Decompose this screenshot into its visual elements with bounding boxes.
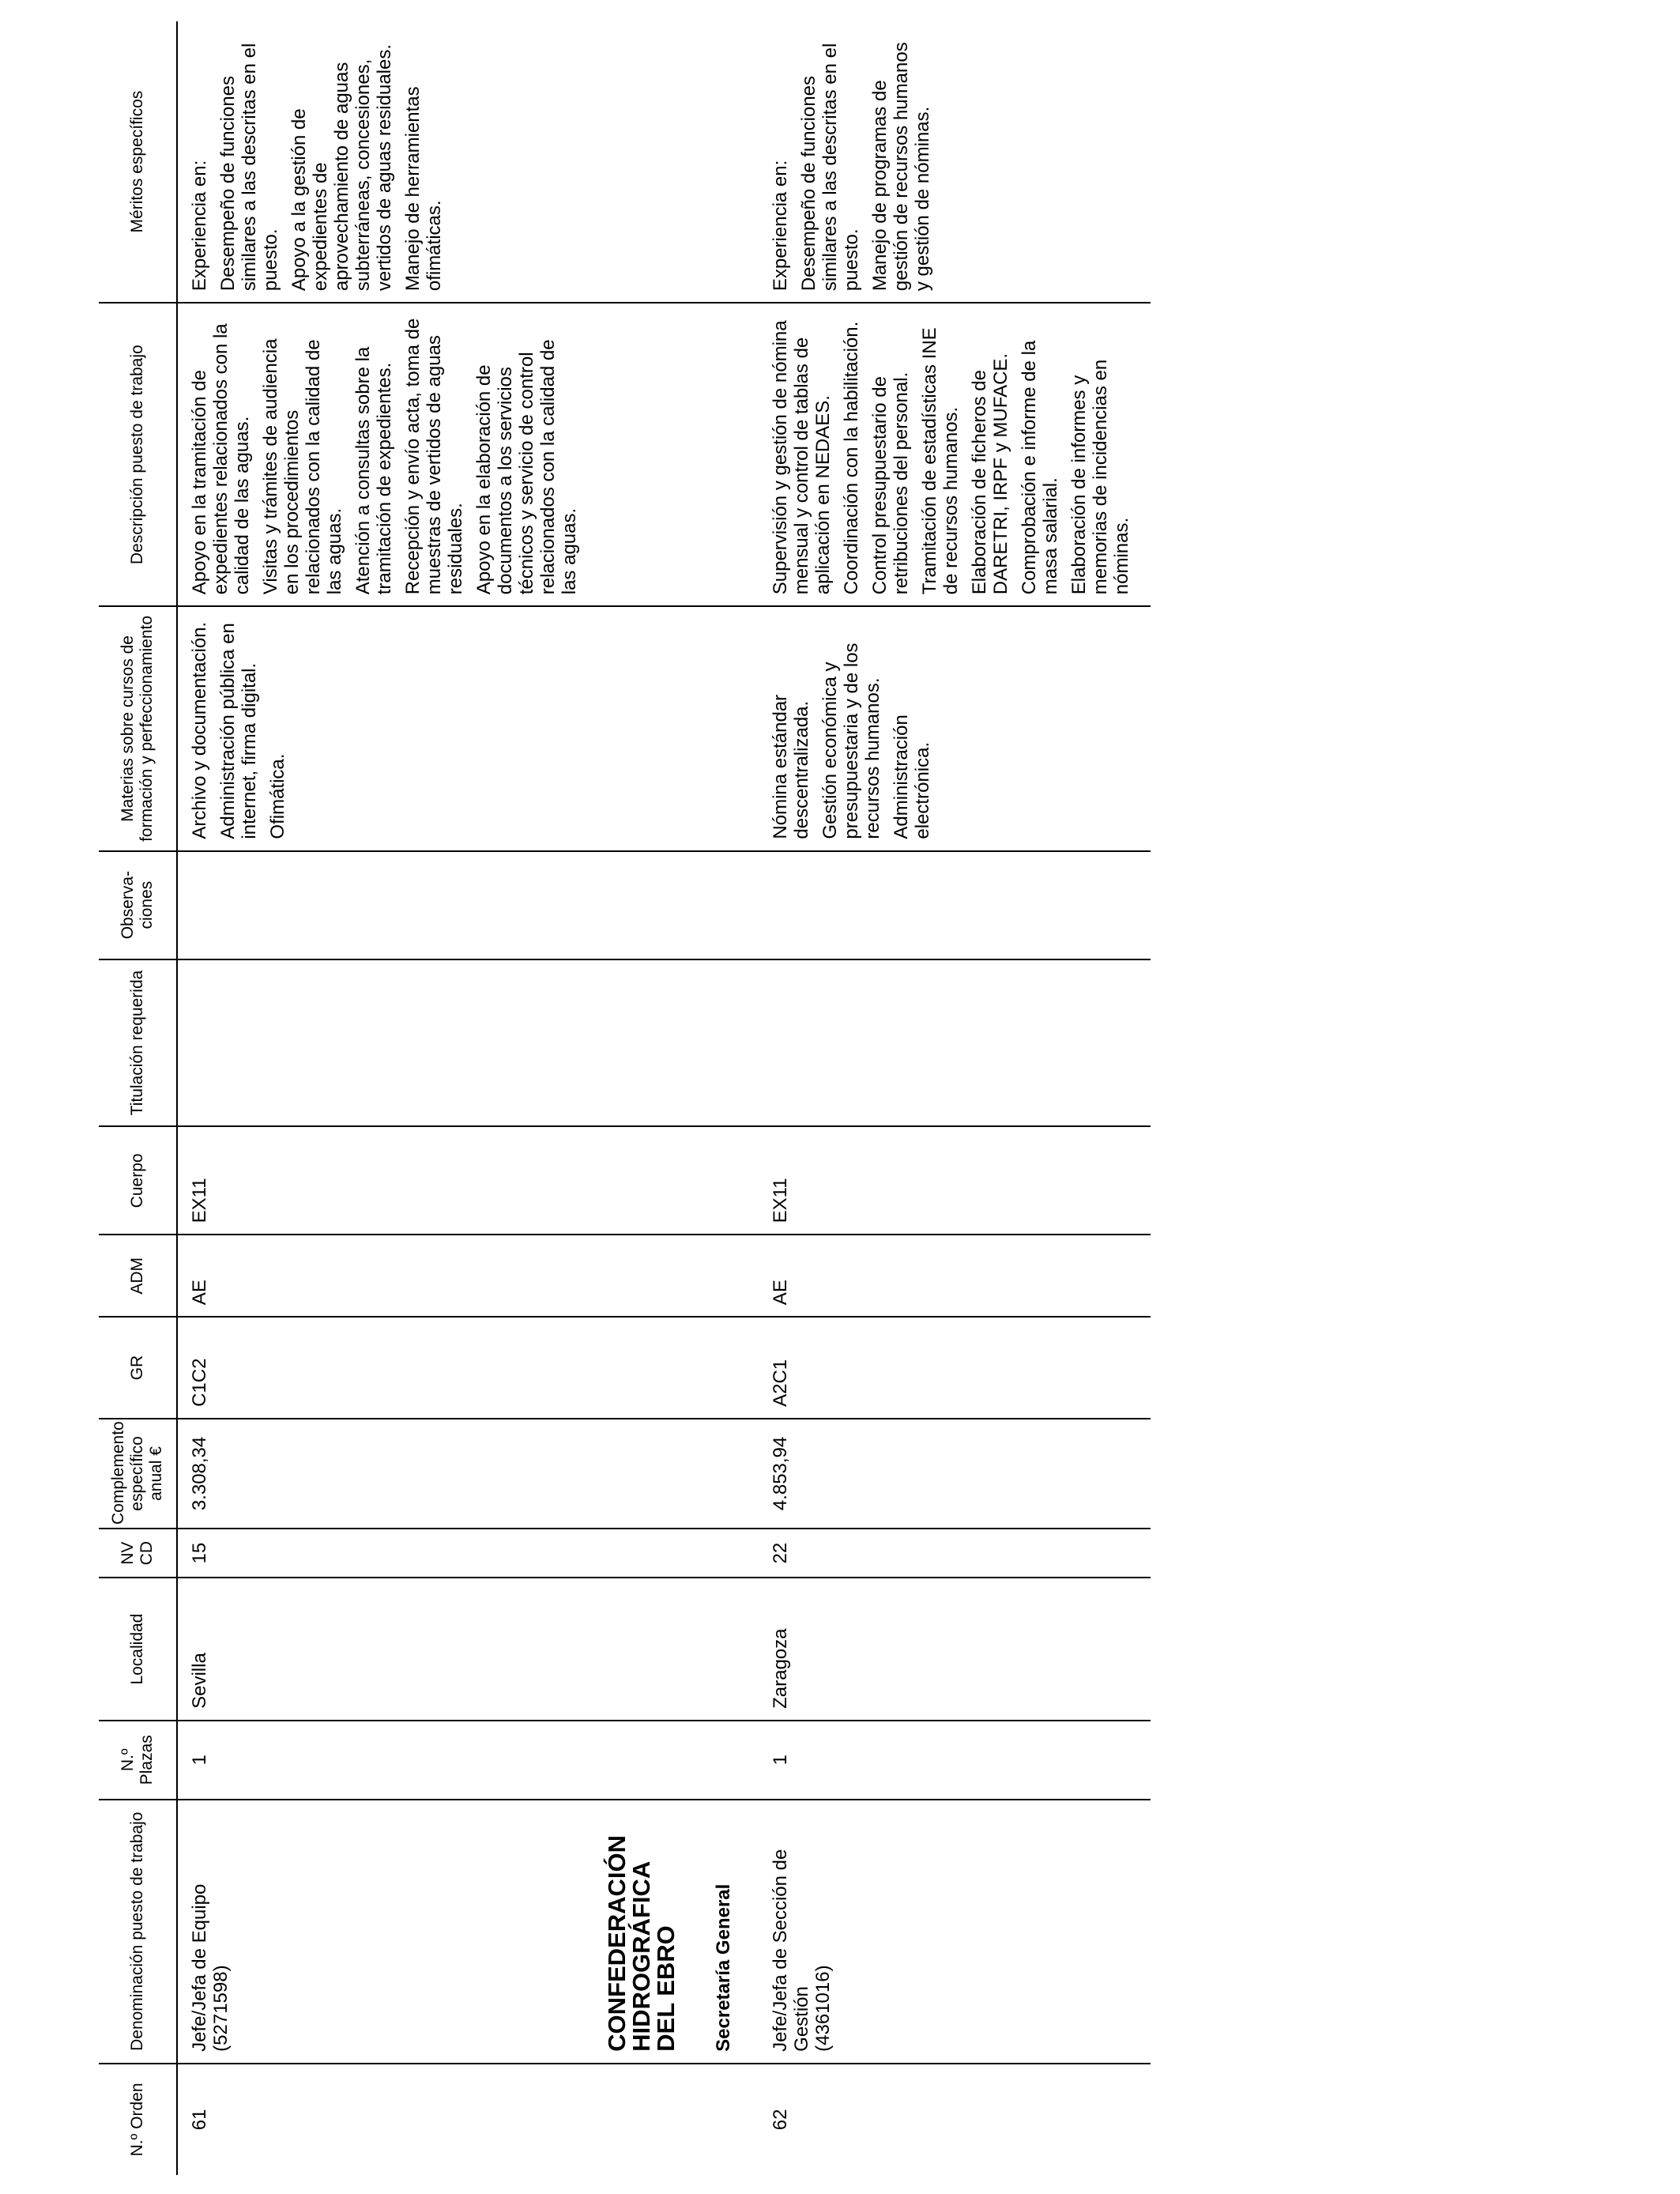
merito-item: Manejo de herramientas ofimáticas. [402, 86, 445, 292]
header-gr: GR [99, 1317, 177, 1419]
cell-titulacion [759, 959, 1146, 1127]
cell-materias [759, 606, 1146, 850]
cell-observaciones [759, 851, 1146, 959]
descripcion-item: Apoyo en la elaboración de documentos a los servicios técnicos y servicio de control relacionados con la calidad de las aguas. [473, 339, 580, 595]
materia-item: Administración pública en internet, firma digital. [217, 623, 260, 839]
header-meritos: Méritos específicos [99, 21, 177, 303]
descripcion-item: Apoyo en la tramitación de expedientes relacionados con la calidad de las aguas. [189, 323, 253, 595]
descripcion-item: Comprobación e informe de la masa salarial. [1019, 340, 1061, 595]
cell-plazas: 1 [759, 1721, 1146, 1800]
descripcion-item: Tramitación de estadísticas INE de recursos humanos. [919, 327, 962, 595]
section-organismo: CONFEDERACIÓN HIDROGRÁFICA DEL EBRO [603, 1834, 680, 2052]
materia-item: Gestión económica y presupuestaria y de los recursos humanos. [819, 643, 883, 839]
descripcion-item: Elaboración de ficheros de DARETRI, IRPF y MUFACE. [969, 352, 1011, 595]
cell-denominacion [759, 1800, 1146, 2064]
cell-materias [177, 606, 593, 850]
descripcion-item: Control presupuestario de retribuciones del personal. [869, 371, 912, 595]
cell-denominacion [177, 1800, 593, 2064]
header-observaciones: Observa- ciones [99, 851, 177, 959]
denominacion-code: (4361016) [812, 1965, 834, 2052]
header-cuerpo: Cuerpo [99, 1126, 177, 1235]
descripcion-item: Coordinación con la habilitación. [841, 321, 862, 595]
merito-item: Experiencia en: [189, 160, 210, 292]
cell-descripcion [177, 303, 593, 606]
header-denominacion: Denominación puesto de trabajo [99, 1800, 177, 2064]
cell-adm: AE [759, 1235, 1146, 1317]
merito-item: Experiencia en: [770, 160, 791, 292]
header-plazas: N.º Plazas [99, 1721, 177, 1800]
merito-item: Desempeño de funciones similares a las descritas en el puesto. [217, 43, 281, 292]
descripcion-item: Recepción y envío acta, toma de muestras de vertidos de aguas residuales. [402, 318, 466, 595]
denominacion-code: (5271598) [210, 1965, 232, 2052]
cell-meritos [759, 21, 1146, 303]
header-titulacion: Titulación requerida [99, 959, 177, 1127]
cell-complemento: 4.853,94 [759, 1419, 1146, 1529]
job-positions-table [99, 21, 1151, 2175]
header-adm: ADM [99, 1235, 177, 1317]
cell-localidad: Sevilla [177, 1578, 593, 1721]
cell-cuerpo: EX11 [177, 1126, 593, 1235]
header-materias: Materias sobre cursos de formación y perfeccionamiento [99, 606, 177, 850]
header-localidad: Localidad [99, 1578, 177, 1721]
merito-item: Desempeño de funciones similares a las descritas en el puesto. [798, 43, 862, 292]
materia-item: Archivo y documentación. [189, 621, 210, 839]
section-cell [593, 1800, 759, 2064]
cell-orden: 62 [770, 2109, 791, 2131]
cell-adm: AE [177, 1235, 593, 1317]
table-bottom-spacer [1146, 21, 1151, 2175]
denominacion-line: Jefe/Jefa de Sección de Gestión [770, 1849, 812, 2052]
denominacion-line: Jefe/Jefa de Equipo [189, 1883, 210, 2052]
header-nv-cd: NV CD [99, 1529, 177, 1578]
merito-item: Manejo de programas de gestión de recursos humanos y gestión de nóminas. [869, 42, 933, 292]
cell-complemento: 3.308,34 [177, 1419, 593, 1529]
materia-item: Administración electrónica. [891, 714, 933, 839]
cell-nv-cd: 22 [759, 1529, 1146, 1578]
header-row [99, 21, 177, 2175]
cell-orden: 61 [189, 2109, 210, 2131]
cell-gr: C1C2 [177, 1317, 593, 1419]
merito-item: Apoyo a la gestión de expedientes de aprovechamiento de aguas subterráneas, concesiones, vertidos de aguas residuales. [288, 43, 395, 292]
cell-titulacion [177, 959, 593, 1127]
descripcion-item: Atención a consultas sobre la tramitación de expedientes. [352, 346, 395, 595]
descripcion-item: Elaboración de informes y memorias de incidencias en nóminas. [1068, 359, 1132, 595]
materia-item: Ofimática. [267, 753, 288, 839]
section-row [593, 21, 759, 2175]
header-complemento: Complemento específico anual € [99, 1419, 177, 1529]
table-row [177, 21, 593, 2175]
descripcion-item: Visitas y trámites de audiencia en los procedimientos relacionados con la calidad de las aguas. [260, 338, 345, 595]
cell-meritos [177, 21, 593, 303]
header-orden: N.º Orden [99, 2064, 177, 2175]
descripcion-item: Supervisión y gestión de nómina mensual y control de tablas de aplicación en NEDAES. [770, 320, 834, 595]
cell-plazas: 1 [177, 1721, 593, 1800]
cell-observaciones [177, 851, 593, 959]
table-row [759, 21, 1146, 2175]
section-unidad: Secretaría General [713, 1883, 734, 2052]
materia-item: Nómina estándar descentralizada. [770, 694, 812, 839]
header-descripcion: Descripción puesto de trabajo [99, 303, 177, 606]
cell-localidad: Zaragoza [759, 1578, 1146, 1721]
cell-descripcion [759, 303, 1146, 606]
cell-nv-cd: 15 [177, 1529, 593, 1578]
cell-cuerpo: EX11 [759, 1126, 1146, 1235]
cell-gr: A2C1 [759, 1317, 1146, 1419]
